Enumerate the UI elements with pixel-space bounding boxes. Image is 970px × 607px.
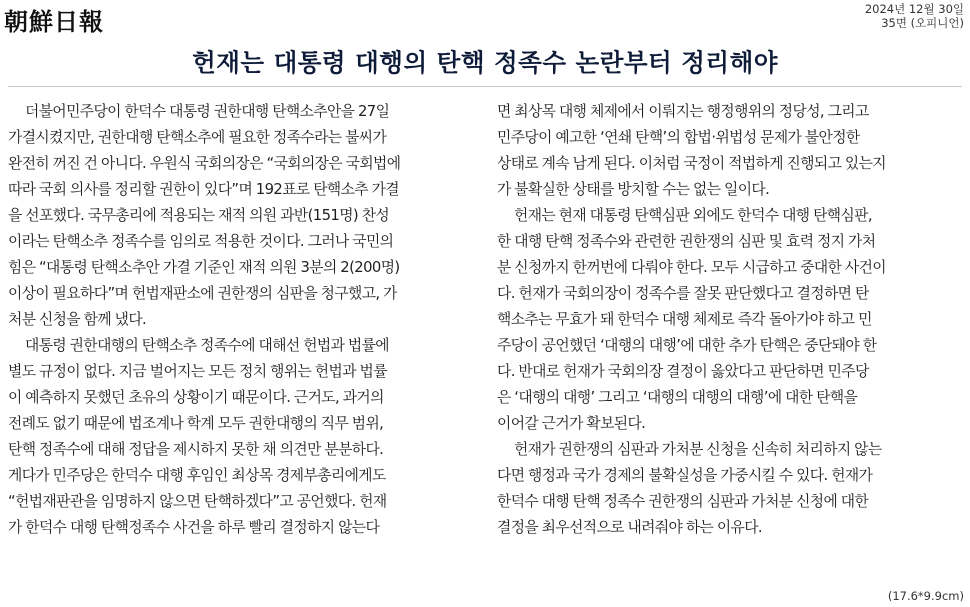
paragraph-line: 탄핵 정족수에 대해 정답을 제시하지 못한 채 의견만 분분하다. [8, 441, 384, 458]
clipping-dimensions: (17.6*9.9cm) [887, 589, 964, 603]
paragraph-line: 한 대행 탄핵 정족수와 관련한 권한쟁의 심판 및 효력 정지 가처 [497, 233, 876, 250]
paragraph-line: 완전히 꺼진 건 아니다. 우원식 국회의장은 “국회의장은 국회법에 [8, 155, 401, 172]
paragraph-line: 전례도 없기 때문에 법조계나 학계 모두 권한대행의 직무 범위, [8, 415, 384, 432]
paragraph-line: 핵소추는 무효가 돼 한덕수 대행 체제로 즉각 돌아가야 하고 민 [497, 311, 872, 328]
page-section: 35면 (오피니언) [881, 16, 964, 30]
article-column-left [8, 99, 472, 541]
paragraph-line: 주당이 공언했던 ‘대행의 대행’에 대한 추가 탄핵은 중단돼야 한 [497, 337, 877, 354]
paragraph-line: 가 불확실한 상태를 방치할 수는 없는 일이다. [497, 181, 770, 198]
paragraph-line: 가결시켰지만, 권한대행 탄핵소추에 필요한 정족수라는 불씨가 [8, 129, 387, 146]
article-column-right [497, 99, 961, 541]
paragraph-line: 다. 반대로 헌재가 국회의장 결정이 옳았다고 판단하면 민주당 [497, 363, 869, 380]
paragraph-line: 가 한덕수 대행 탄핵정족수 사건을 하루 빨리 결정하지 않는다 [8, 519, 380, 536]
paragraph-line: 이어갈 근거가 확보된다. [497, 415, 646, 432]
paragraph-line: 다. 헌재가 국회의장이 정족수를 잘못 판단했다고 결정하면 탄 [497, 285, 869, 302]
paragraph-line: 처분 신청을 함께 냈다. [8, 311, 147, 328]
paragraph-line: 대통령 권한대행의 탄핵소추 정족수에 대해선 헌법과 법률에 [25, 337, 389, 354]
paragraph-line: 결정을 최우선적으로 내려줘야 하는 이유다. [497, 519, 763, 536]
paragraph-line: 이 예측하지 못했던 초유의 상황이기 때문이다. 근거도, 과거의 [8, 389, 384, 406]
article-headline: 헌재는 대통령 대행의 탄핵 정족수 논란부터 정리해야 [192, 48, 778, 77]
newspaper-masthead: 朝鮮日報 [4, 7, 104, 36]
paragraph-line: 상태로 계속 남게 된다. 이처럼 국정이 적법하게 진행되고 있는지 [497, 155, 886, 172]
paragraph-line: 게다가 민주당은 한덕수 대행 후임인 최상목 경제부총리에게도 [8, 467, 386, 484]
paragraph-line: 민주당이 예고한 ‘연쇄 탄핵’의 합법·위법성 문제가 불안정한 [497, 129, 860, 146]
paragraph-line: 을 선포했다. 국무총리에 적용되는 재적 의원 과반(151명) 찬성 [8, 207, 390, 224]
paragraph-line: 한덕수 대행 탄핵 정족수 권한쟁의 심판과 가처분 신청에 대한 [497, 493, 869, 510]
paragraph-line: 더불어민주당이 한덕수 대통령 권한대행 탄핵소추안을 27일 [25, 103, 390, 120]
paragraph-line: 헌재가 권한쟁의 심판과 가처분 신청을 신속히 처리하지 않는 [514, 441, 882, 458]
paragraph-line: 따라 국회 의사를 정리할 권한이 있다”며 192표로 탄핵소추 가결 [8, 181, 399, 198]
publication-meta [865, 2, 964, 30]
paragraph-line: 면 최상목 대행 체제에서 이뤄지는 행정행위의 정당성, 그리고 [497, 103, 869, 120]
paragraph-line: “헌법재판관을 임명하지 않으면 탄핵하겠다”고 공언했다. 헌재 [8, 493, 387, 510]
paragraph-line: 별도 규정이 없다. 지금 벌어지는 모든 정치 행위는 헌법과 법률 [8, 363, 387, 380]
paragraph-line: 다면 행정과 국가 경제의 불확실성을 가중시킬 수 있다. 헌재가 [497, 467, 873, 484]
paragraph-line: 헌재는 현재 대통령 탄핵심판 외에도 한덕수 대행 탄핵심판, [514, 207, 872, 224]
paragraph-line: 이상이 필요하다”며 헌법재판소에 권한쟁의 심판을 청구했고, 가 [8, 285, 397, 302]
paragraph-line: 힘은 “대통령 탄핵소추안 가결 기준인 재적 의원 3분의 2(200명) [8, 259, 400, 276]
paragraph-line: 이라는 탄핵소추 정족수를 임의로 적용한 것이다. 그러나 국민의 [8, 233, 394, 250]
publication-date: 2024년 12월 30일 [864, 2, 964, 16]
paragraph-line: 분 신청까지 한꺼번에 다뤄야 한다. 모두 시급하고 중대한 사건이 [497, 259, 886, 276]
paragraph-line: 은 ‘대행의 대행’ 그리고 ‘대행의 대행의 대행’에 대한 탄핵을 [497, 389, 858, 406]
headline-divider [8, 86, 962, 87]
